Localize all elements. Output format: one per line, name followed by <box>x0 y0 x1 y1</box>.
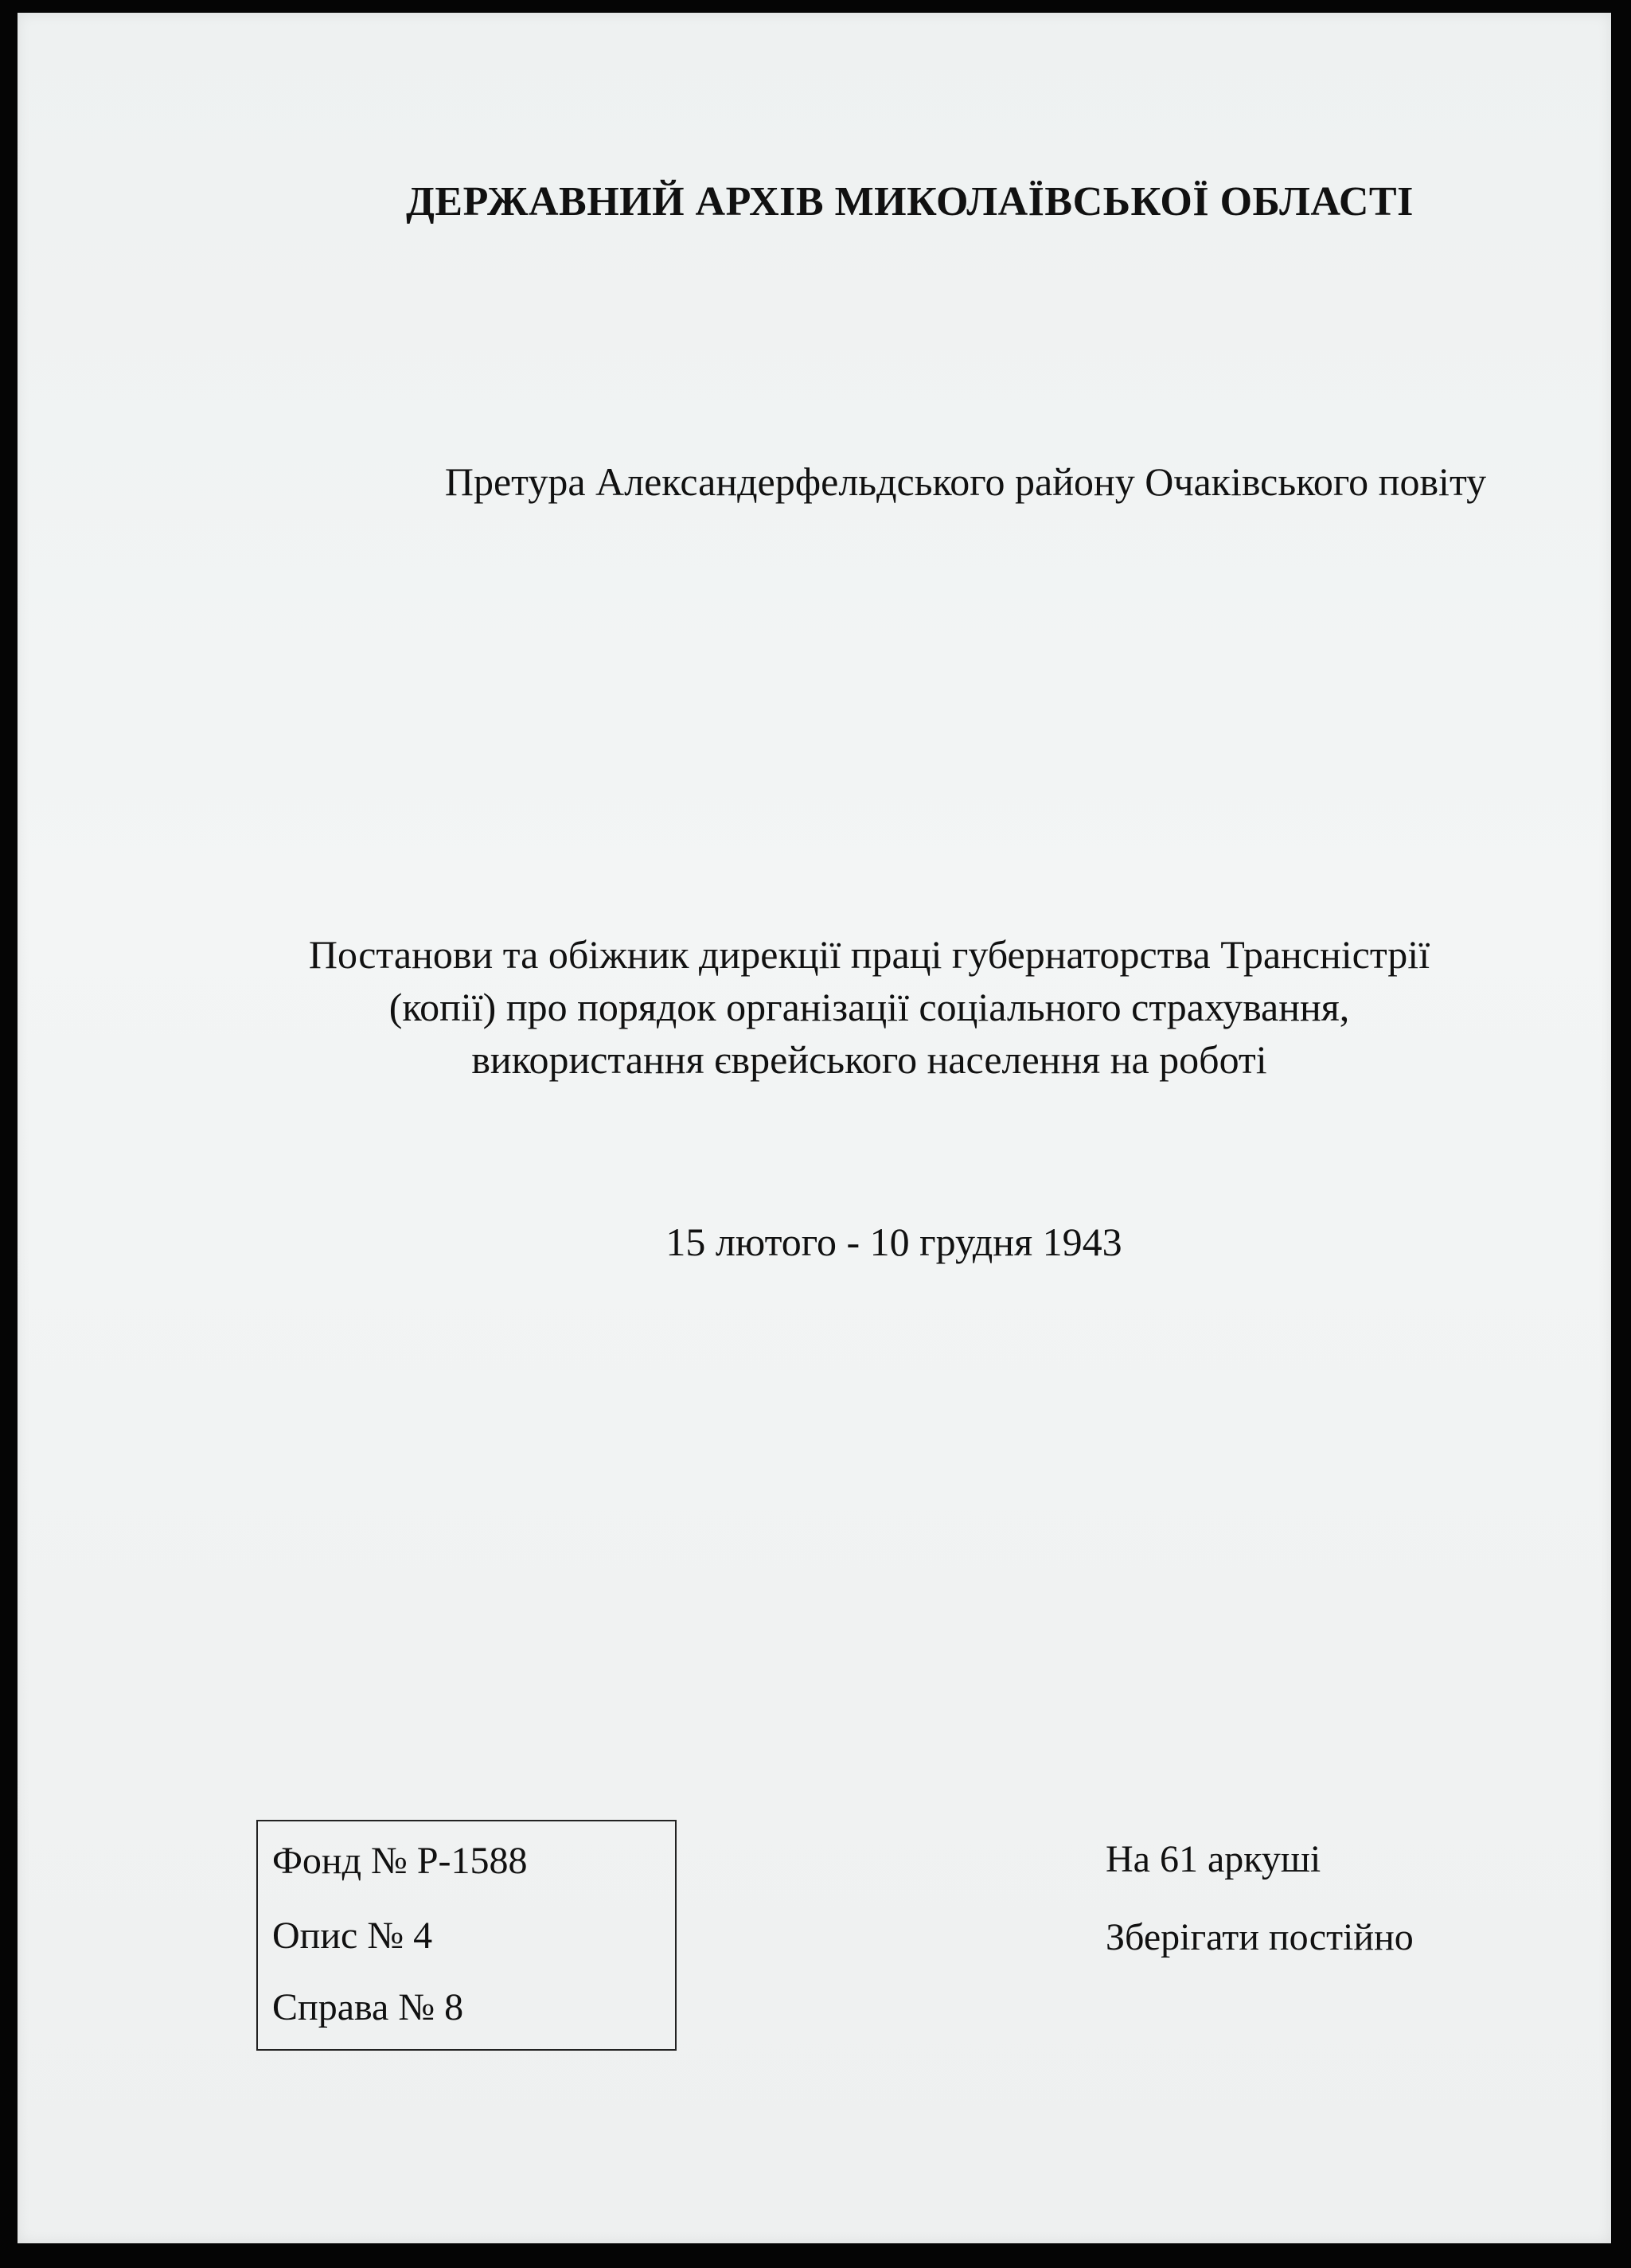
case-title <box>272 928 1466 1086</box>
fond-number: Фонд № Р-1588 <box>272 1840 528 1882</box>
date-range: 15 лютого - 10 грудня 1943 <box>665 1220 1122 1264</box>
archive-title: ДЕРЖАВНИЙ АРХІВ МИКОЛАЇВСЬКОЇ ОБЛАСТІ <box>406 179 1414 224</box>
case-title-line-1: Постанови та обіжник дирекції праці губернаторства Трансністрії <box>308 932 1430 977</box>
case-title-line-3: використання єврейського населення на роботі <box>471 1037 1267 1082</box>
sprava-number: Справа № 8 <box>272 1986 464 2028</box>
archival-reference-box <box>256 1820 677 2051</box>
opys-number: Опис № 4 <box>272 1915 433 1957</box>
sheets-count: На 61 аркуші <box>1106 1838 1321 1880</box>
case-title-line-2: (копії) про порядок організації соціального страхування, <box>388 985 1350 1029</box>
retention-note: Зберігати постійно <box>1106 1916 1414 1958</box>
institution-name: Претура Александерфельдського району Очаківського повіту <box>444 459 1487 504</box>
paper-sheet <box>18 13 1611 2243</box>
